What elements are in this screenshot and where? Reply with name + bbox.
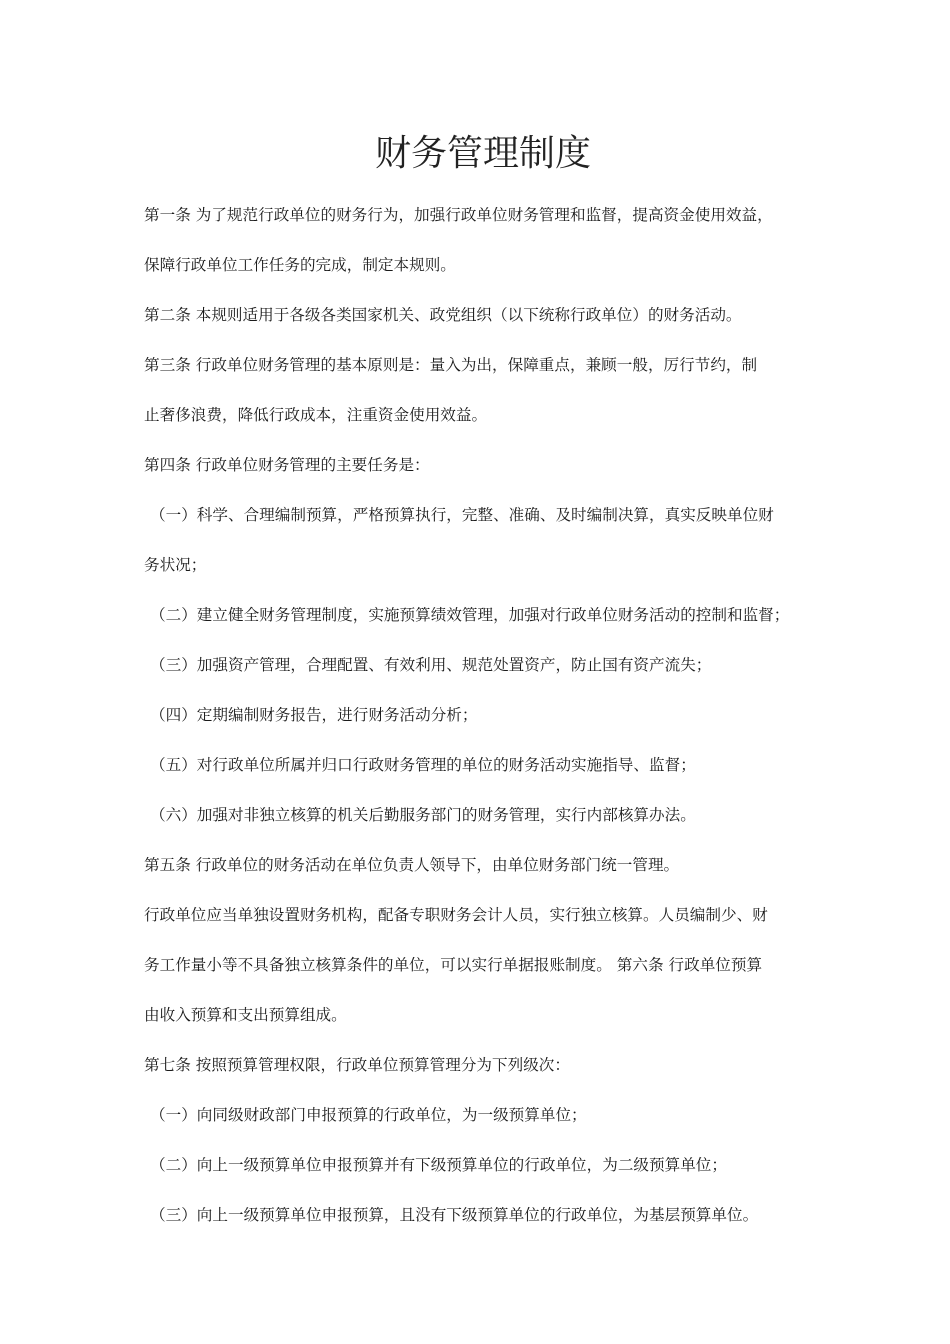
list-item-line: （四）定期编制财务报告，进行财务活动分析； bbox=[150, 706, 478, 724]
paragraph-line: 第四条 行政单位财务管理的主要任务是： bbox=[144, 456, 430, 474]
list-item-line: （二）建立健全财务管理制度，实施预算绩效管理，加强对行政单位财务活动的控制和监督； bbox=[150, 606, 790, 624]
document-title: 财务管理制度 bbox=[374, 133, 591, 174]
paragraph-line: 第五条 行政单位的财务活动在单位负责人领导下，由单位财务部门统一管理。 bbox=[144, 856, 680, 874]
list-item-line: （一）向同级财政部门申报预算的行政单位，为一级预算单位； bbox=[150, 1106, 587, 1124]
paragraph-line: 务工作量小等不具备独立核算条件的单位，可以实行单据报账制度。 第六条 行政单位预算 bbox=[144, 956, 763, 974]
paragraph-line: 第二条 本规则适用于各级各类国家机关、政党组织（以下统称行政单位）的财务活动。 bbox=[144, 306, 742, 324]
document-body bbox=[144, 190, 808, 1240]
paragraph-line: 行政单位应当单独设置财务机构，配备专职财务会计人员，实行独立核算。人员编制少、财 bbox=[144, 906, 768, 924]
paragraph-line: 务状况； bbox=[144, 556, 207, 574]
list-item-line: （二）向上一级预算单位申报预算并有下级预算单位的行政单位，为二级预算单位； bbox=[150, 1156, 727, 1174]
paragraph-line: 第三条 行政单位财务管理的基本原则是：量入为出，保障重点，兼顾一般，厉行节约，制 bbox=[144, 356, 758, 374]
list-item-line: （六）加强对非独立核算的机关后勤服务部门的财务管理，实行内部核算办法。 bbox=[150, 806, 696, 824]
paragraph-line: 保障行政单位工作任务的完成，制定本规则。 bbox=[144, 256, 456, 274]
paragraph-line: 由收入预算和支出预算组成。 bbox=[144, 1006, 347, 1024]
list-item-line: （一）科学、合理编制预算，严格预算执行，完整、准确、及时编制决算，真实反映单位财 bbox=[150, 506, 774, 524]
list-item-line: （五）对行政单位所属并归口行政财务管理的单位的财务活动实施指导、监督； bbox=[150, 756, 696, 774]
paragraph-line: 第一条 为了规范行政单位的财务行为，加强行政单位财务管理和监督，提高资金使用效益， bbox=[144, 206, 773, 224]
paragraph-line: 止奢侈浪费，降低行政成本，注重资金使用效益。 bbox=[144, 406, 488, 424]
list-item-line: （三）向上一级预算单位申报预算，且没有下级预算单位的行政单位，为基层预算单位。 bbox=[150, 1206, 759, 1224]
list-item-line: （三）加强资产管理，合理配置、有效利用、规范处置资产，防止国有资产流失； bbox=[150, 656, 712, 674]
paragraph-line: 第七条 按照预算管理权限，行政单位预算管理分为下列级次： bbox=[144, 1056, 570, 1074]
